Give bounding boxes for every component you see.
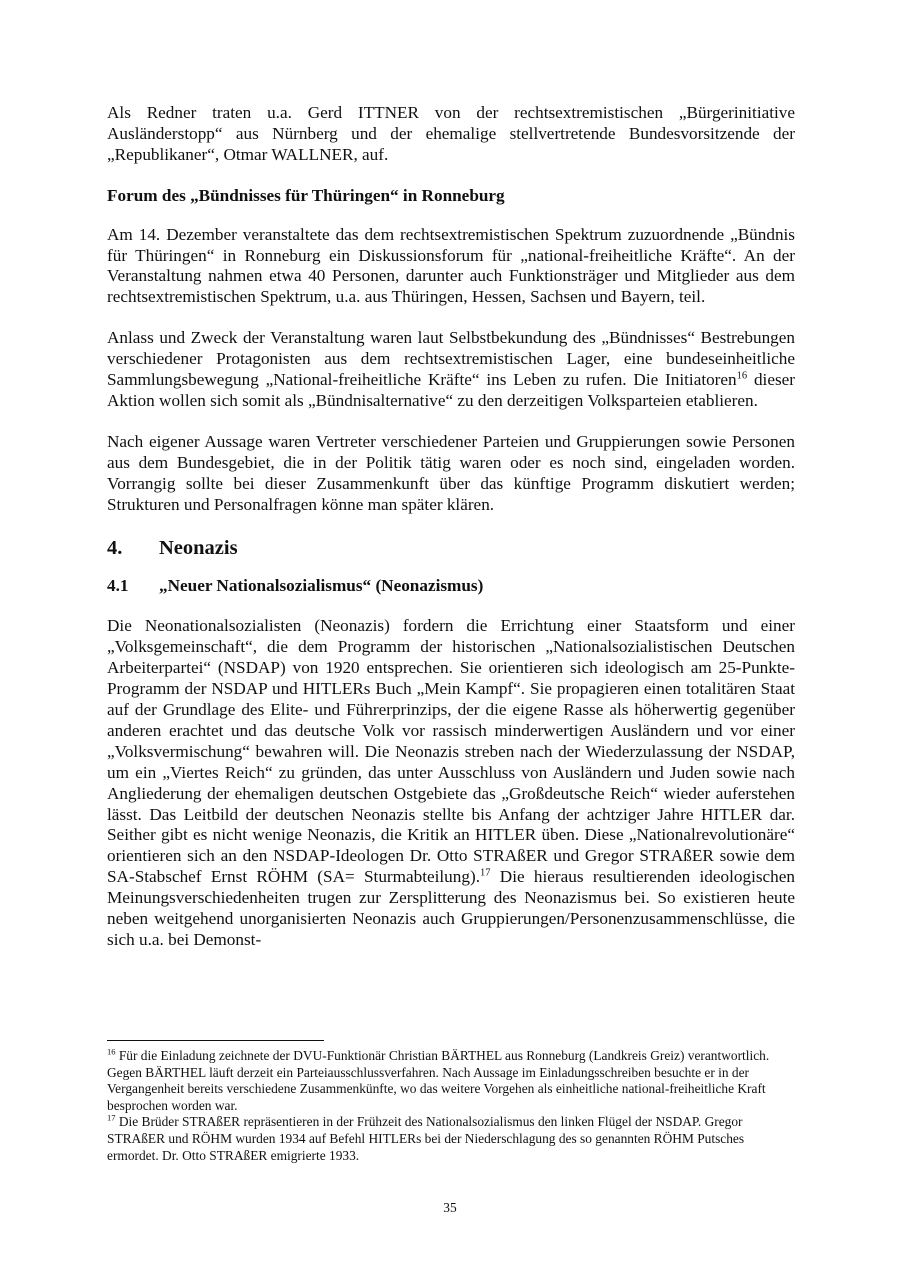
page-body — [107, 103, 795, 951]
section-number: 4.1 — [107, 575, 129, 595]
chapter-number: 4. — [107, 536, 123, 559]
footnotes — [107, 1048, 795, 1164]
chapter-title: Neonazis — [159, 536, 238, 559]
chapter-heading — [107, 536, 795, 560]
paragraph-forum-event: Am 14. Dezember veranstaltete das dem rechtsextremistischen Spektrum zuzuordnende „Bündnis für Thüringen“ in Ronneburg ein Diskussionsforum für „national-freiheitliche Kräfte“. An der Veranstaltung nahmen etwa 40 Personen, darunter auch Funktionsträger und Mitglieder aus dem rechtsextremistischen Spektrum, u.a. aus Thüringen, Hessen, Sachsen und Bayern, teil. — [107, 224, 795, 307]
paragraph-speakers: Als Redner traten u.a. Gerd ITTNER von der rechtsextremistischen „Bürgerinitiative Ausländerstopp“ aus Nürnberg und der ehemalige stellvertretende Bundesvorsitzende der „Republikaner“, Otmar WALLNER, auf. — [107, 103, 795, 164]
footnote-ref-16[interactable]: 16 — [736, 370, 748, 382]
footnote-ref-17[interactable]: 17 — [480, 867, 491, 879]
paragraph-neonazis — [107, 616, 795, 951]
paragraph-purpose-text-b: dieser Aktion wollen sich somit als „Bündnisalternative“ zu den derzeitigen Volksparteien etablieren. — [107, 370, 795, 410]
paragraph-neonazis-text-b: Die hieraus resultierenden ideologischen Meinungsverschiedenheiten trugen zur Zersplitterung des Neonazismus bei. So existieren heute neben weitgehend unorganisierten Neonazis auch Gruppierungen/Personenzusammenschlüsse, die sich u.a. bei Demonst- — [107, 867, 795, 949]
subheading-forum: Forum des „Bündnisses für Thüringen“ in Ronneburg — [107, 185, 505, 205]
footnote-16-number: 16 — [107, 1046, 116, 1057]
page-number: 35 — [443, 1200, 457, 1215]
footnote-17 — [107, 1114, 795, 1164]
footnote-16 — [107, 1048, 795, 1114]
footnote-16-text: Für die Einladung zeichnete der DVU-Funktionär Christian BÄRTHEL aus Ronneburg (Landkreis Greiz) verantwortlich. Gegen BÄRTHEL läuft derzeit ein Parteiausschlussverfahren. Nach Aussage im Einladungsschreiben besuchte er in der Vergangenheit bereits verschiedene Zusammenkünfte, wo das weitere Vorgehen als einheitliche national-freiheitliche Kraft besprochen worden war. — [107, 1048, 770, 1113]
footnote-17-text: Die Brüder STRAßER repräsentieren in der Frühzeit des Nationalsozialismus den linken Flügel der NSDAP. Gregor STRAßER und RÖHM wurden 1934 auf Befehl HITLERs bei der Niederschlagung des so genannten RÖHM Putsches ermordet. Dr. Otto STRAßER emigrierte 1933. — [107, 1114, 745, 1163]
paragraph-purpose — [107, 328, 795, 412]
section-heading — [107, 576, 795, 597]
paragraph-neonazis-text-a: Die Neonationalsozialisten (Neonazis) fordern die Errichtung einer Staatsform und einer „Volksgemeinschaft“, die dem Programm der historischen „Nationalsozialistischen Deutschen Arbeiterpartei“ (NSDAP) von 1920 entsprechen. Sie orientieren sich ideologisch am 25-Punkte-Programm der NSDAP und HITLERs Buch „Mein Kampf“. Sie propagieren einen totalitären Staat auf der Grundlage des Elite- und Führerprinzips, der die eigene Rasse als höherwertig gegenüber anderen erachtet und das deutsche Volk vor rassisch minderwertigen Ausländern und vor einer „Volksvermischung“ bewahren will. Die Neonazis streben nach der Wiederzulassung der NSDAP, um ein „Viertes Reich“ zu gründen, das unter Ausschluss von Ausländern und Juden sowie nach Angliederung der ehemaligen deutschen Ostgebiete das „Großdeutsche Reich“ wieder auferstehen lässt. Das Leitbild der deutschen Neonazis stellte bis Anfang der achtziger Jahre HITLER dar. Seither gibt es nicht wenige Neonazis, die Kritik an HITLER üben. Diese „Nationalrevolutionäre“ orientieren sich an den NSDAP-Ideologen Dr. Otto STRAßER und Gregor STRAßER sowie dem SA-Stabschef Ernst RÖHM (SA= Sturmabteilung). — [107, 616, 795, 887]
section-title: „Neuer Nationalsozialismus“ (Neonazismus) — [159, 575, 484, 595]
footnote-17-number: 17 — [107, 1112, 116, 1123]
paragraph-invitations: Nach eigener Aussage waren Vertreter verschiedener Parteien und Gruppierungen sowie Personen aus dem Bundesgebiet, die in der Politik tätig waren oder es noch sind, eingeladen worden. Vorrangig sollte bei dieser Zusammenkunft über das künftige Programm diskutiert werden; Strukturen und Personalfragen könne man später klären. — [107, 431, 795, 514]
paragraph-purpose-text-a: Anlass und Zweck der Veranstaltung waren laut Selbstbekundung des „Bündnisses“ Bestrebungen verschiedener Protagonisten aus dem rechtsextremistischen Lager, eine bundeseinheitliche Sammlungsbewegung „National-freiheitliche Kräfte“ ins Leben zu rufen. Die Initiatoren — [107, 328, 795, 390]
footnote-divider — [107, 1040, 324, 1041]
